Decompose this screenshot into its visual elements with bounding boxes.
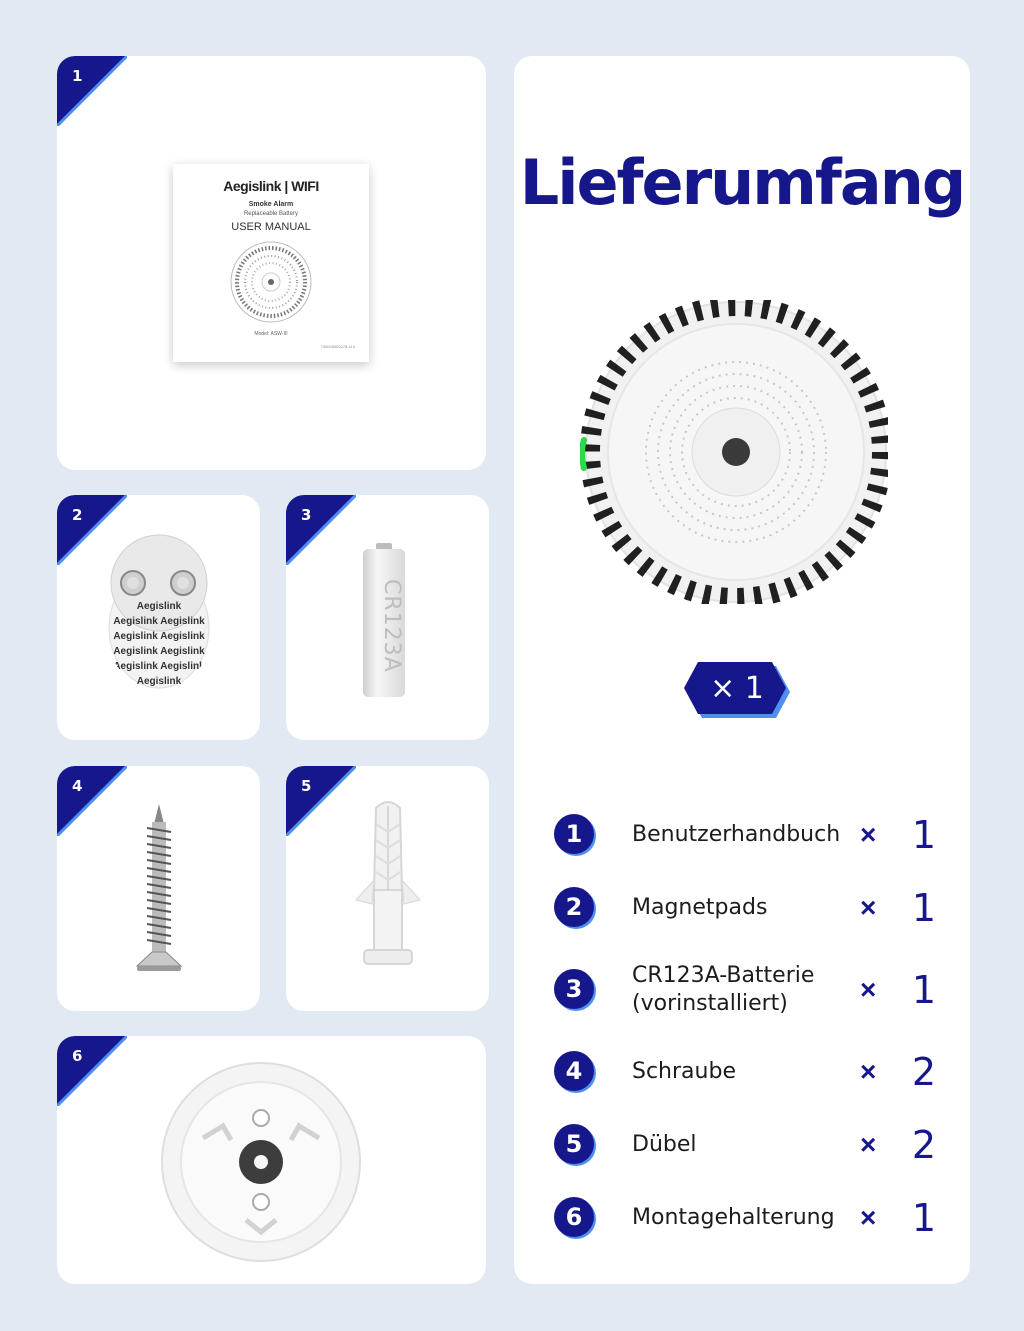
times-icon: × bbox=[860, 1129, 877, 1160]
item-number-badge: 2 bbox=[554, 887, 596, 929]
tile-number-badge: 1 bbox=[57, 56, 127, 126]
magnet-pad-logo: Aegislink bbox=[136, 601, 182, 612]
tile-number-badge: 5 bbox=[286, 766, 356, 836]
list-item bbox=[554, 961, 954, 1021]
tile-wall-plug bbox=[286, 766, 489, 1011]
list-item bbox=[554, 1189, 954, 1249]
item-number-badge: 5 bbox=[554, 1124, 596, 1166]
item-count: 2 bbox=[911, 1123, 937, 1167]
tile-screw bbox=[57, 766, 260, 1011]
tile-number-badge: 6 bbox=[57, 1036, 127, 1106]
manual-line1: Smoke Alarm bbox=[248, 201, 294, 208]
item-number-badge: 6 bbox=[554, 1197, 596, 1239]
manual-line3: USER MANUAL bbox=[231, 221, 311, 233]
item-label: Montagehalterung bbox=[632, 1205, 835, 1230]
list-item bbox=[554, 1116, 954, 1176]
item-count: 1 bbox=[911, 1196, 937, 1240]
item-count: 1 bbox=[911, 968, 937, 1012]
tile-battery bbox=[286, 495, 489, 740]
item-label: CR123A-Batterie (vorinstalliert) bbox=[632, 963, 815, 1016]
item-count: 1 bbox=[911, 813, 937, 857]
item-count: 1 bbox=[911, 886, 937, 930]
manual-code: 730005000278-113 bbox=[320, 344, 355, 349]
item-number-badge: 4 bbox=[554, 1051, 596, 1093]
smoke-alarm-image bbox=[580, 300, 888, 604]
screw-image bbox=[135, 804, 183, 976]
tile-number-badge: 2 bbox=[57, 495, 127, 565]
item-label: Schraube bbox=[632, 1059, 736, 1084]
list-item bbox=[554, 879, 954, 939]
list-item bbox=[554, 806, 954, 866]
manual-line2: Replaceable Battery bbox=[243, 211, 299, 217]
item-label: Benutzerhandbuch bbox=[632, 822, 841, 847]
main-quantity-badge bbox=[684, 662, 790, 718]
tile-number-badge: 3 bbox=[286, 495, 356, 565]
times-icon: × bbox=[860, 819, 877, 850]
item-number-badge: 1 bbox=[554, 814, 596, 856]
page-title: Lieferumfang bbox=[519, 146, 965, 219]
tile-mounting-bracket bbox=[57, 1036, 486, 1284]
user-manual-booklet bbox=[173, 164, 369, 362]
mounting-bracket-image bbox=[161, 1060, 361, 1264]
times-icon: × bbox=[860, 892, 877, 923]
manual-alarm-illustration bbox=[229, 240, 313, 324]
times-icon: × bbox=[860, 1202, 877, 1233]
tile-number-badge: 4 bbox=[57, 766, 127, 836]
battery-label: CR123A bbox=[379, 579, 404, 673]
times-icon: × bbox=[860, 974, 877, 1005]
times-icon: × bbox=[860, 1056, 877, 1087]
item-count: 2 bbox=[911, 1050, 937, 1094]
manual-model: Model: ASW-III bbox=[254, 331, 288, 337]
list-item bbox=[554, 1043, 954, 1103]
manual-brand: Aegislink | WIFI bbox=[223, 178, 319, 194]
item-number-badge: 3 bbox=[554, 969, 596, 1011]
magnet-pad-logo-pattern: Aegislink Aegislink Aegislink Aegislink Aegislink Aegislink Aegislink Aegislink Aegislink Aegislink bbox=[109, 599, 209, 689]
item-label: Magnetpads bbox=[632, 895, 768, 920]
tile-user-manual bbox=[57, 56, 486, 470]
tile-magnet-pads bbox=[57, 495, 260, 740]
contents-panel bbox=[514, 56, 970, 1284]
item-label: Dübel bbox=[632, 1132, 697, 1157]
main-quantity-text: × 1 bbox=[710, 670, 764, 706]
wall-plug-image bbox=[352, 800, 424, 972]
